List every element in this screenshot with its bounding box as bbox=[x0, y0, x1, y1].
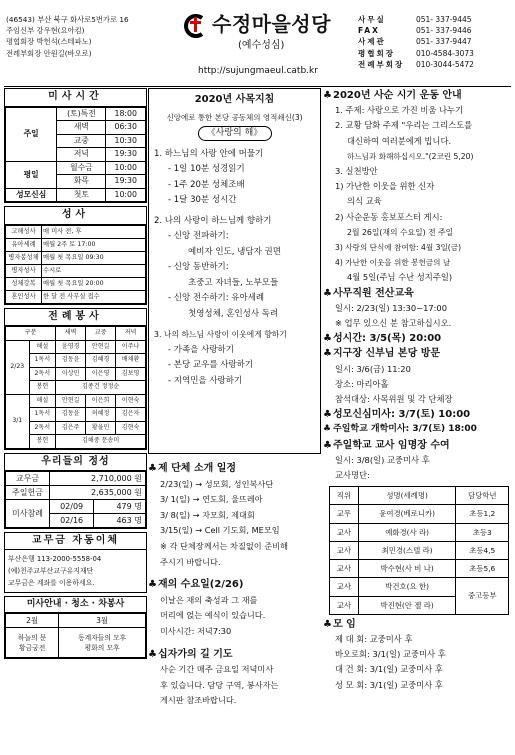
middle-column bbox=[148, 88, 321, 709]
mass-times-title: 미사시간 bbox=[5, 89, 146, 107]
contact-row: 사제관 051- 337-9447 bbox=[358, 37, 472, 47]
table-row: 병자성사 수시로 bbox=[6, 264, 146, 277]
account-note: 교무금은 계좌를 이용하세요. bbox=[8, 579, 95, 587]
club-bullet-icon: ♣ bbox=[323, 90, 332, 101]
pastoral-guideline-box bbox=[148, 88, 321, 454]
guideline-section: 1. 하느님의 사랑 안에 머물기 - 1일 10분 성경읽기 - 1주 20분 성체조배 - 1달 30분 성시간 bbox=[154, 148, 264, 206]
table-row: 직위 성명(세례명) 담당학년 bbox=[330, 487, 509, 505]
liturgy-roster-table bbox=[5, 326, 146, 449]
contact-row: FAX 051- 337-9446 bbox=[358, 26, 472, 36]
parish-info bbox=[6, 14, 176, 59]
contact-row: 평협회장 010-4584-3073 bbox=[358, 48, 474, 58]
table-row: 성모신심 첫토 10:00 bbox=[6, 188, 146, 202]
table-row: 2독서 김은주 황을민 김현숙 bbox=[6, 421, 146, 435]
table-row: 봉헌 김해중 문송미 bbox=[6, 435, 146, 449]
club-bullet-icon: ♣ bbox=[323, 333, 332, 345]
table-row: 1독서 김동윤 김혜경 배채환 bbox=[6, 354, 146, 368]
sacraments-table bbox=[5, 225, 146, 304]
table-row: 봉헌 김종건 정정순 bbox=[6, 381, 146, 395]
offering-title: 우리들의 정성 bbox=[5, 454, 146, 472]
account-holder: (예)천주교부산교구유지재단 bbox=[8, 567, 94, 575]
club-bullet-icon: ♣ bbox=[323, 618, 332, 630]
table-row: 교사 박진현(안 젤 라) bbox=[330, 596, 509, 614]
contact-row: 전례부회장 010-3044-5472 bbox=[358, 59, 474, 69]
club-bullet-icon: ♣ bbox=[148, 579, 157, 591]
lent-campaign-notice: ♣2020년 사순 시기 운동 안내 1. 주제: 사랑으로 가진 비움 나누기 2. 교황 담화 주제 "우리는 그리스도를 대신하여 여러분에게 빕니다. 하느님과 화해하십시오."(2코린 5,20) 3. 실천방안 1) 가난한 이웃을 위한 신자 의식 교육 2) 사순운동 홍보포스터 게시: 2월 26일(재의 수요일) 전 주일 3) 사랑의 단식에 참여함: 4월 3일(금) 4) 가난한 이웃을 위한 봉헌금의 날 4월 5일(주님 수난 성지주일) bbox=[323, 90, 474, 283]
header-divider bbox=[4, 86, 511, 87]
club-bullet-icon: ♣ bbox=[323, 439, 332, 451]
table-row: 미사참례 02/09 479 명 bbox=[6, 500, 146, 514]
table-row: 2/23 해설 윤영경 안현길 이주나 bbox=[6, 340, 146, 354]
staff-training-notice: ♣사무직원 전산교육 일시: 2/23(일) 13:30~17:00 ※ 업무 있으신 분 참고하십시오. bbox=[323, 287, 452, 329]
table-row: 교사 최민경(스텔 라) 초등4,5 bbox=[330, 541, 509, 559]
auto-transfer-box bbox=[4, 532, 147, 593]
contact-list bbox=[358, 14, 512, 70]
table-row: 2월 3월 bbox=[6, 614, 146, 628]
table-row: 1독서 김동윤 허혜정 김은자 bbox=[6, 408, 146, 422]
monthly-service-title: 미사안내 · 청소 · 차봉사 bbox=[5, 597, 146, 613]
table-row: 고해성사 매 미사 전, 후 bbox=[6, 225, 146, 238]
parish-patron: (예수성심) bbox=[238, 40, 285, 51]
liturgy-roster-title: 전례봉사 bbox=[5, 309, 146, 327]
school-opening-notice: ♣ 주일학교 개학미사: 3/7(토) 18:00 bbox=[323, 422, 513, 437]
parish-name: 수정마을성당 bbox=[212, 12, 331, 36]
table-row: 평일 월수금 10:00 bbox=[6, 161, 146, 175]
monthly-service-box bbox=[4, 596, 147, 659]
contact-row: 사무실 051- 337-9445 bbox=[358, 15, 472, 24]
mass-times-box bbox=[4, 88, 147, 203]
table-row: 저녁 19:30 bbox=[6, 148, 146, 162]
right-column bbox=[323, 88, 513, 693]
table-row: 병자봉성체 매월 첫 목요일 09:30 bbox=[6, 251, 146, 264]
table-row: 교사 박수현(사 비 나) 초등5,6 bbox=[330, 560, 509, 578]
sacraments-box bbox=[4, 206, 147, 305]
table-row: 교무금 2,710,000 원 bbox=[6, 472, 146, 486]
table-row: 교사 박건호(요 한) 중고등부 bbox=[330, 578, 509, 596]
table-row: 교무 윤여경(베로니카) 초등1,2 bbox=[330, 505, 509, 523]
offering-box bbox=[4, 453, 147, 530]
club-bullet-icon: ♣ bbox=[148, 463, 157, 474]
year-theme-badge: 《사랑의 해》 bbox=[198, 126, 272, 141]
teacher-appointment-notice: ♣주일학교 교사 임명장 수여 일시: 3/8(일) 교중미사 후 교사명단: 직위 성명(세례명) 담당학년 교무 윤여경(베로니카) 초등1,2 교사 예화경(사 라) 초등3 교사 최민경(스텔 라) 초등4,5 교사 박수현(사 비 나) 초등5,6 교사 박건호(요 한) 중고등부 교사 박진현(안 젤 라) bbox=[323, 438, 513, 615]
parish-url[interactable]: http://sujungmaeul.catb.kr bbox=[198, 66, 318, 76]
parish-logo-icon bbox=[180, 14, 206, 38]
club-bullet-icon: ♣ bbox=[323, 287, 332, 299]
address: (46543) 부산 북구 화사로5번가로 16 bbox=[6, 15, 129, 24]
club-bullet-icon: ♣ bbox=[323, 424, 332, 435]
vicar-visit-notice: ♣지구장 신부님 본당 방문 일시: 3/6(금) 11:20 장소: 마리아홀 참석대상: 사목위원 및 각 단체장 bbox=[323, 348, 453, 405]
club-bullet-icon: ♣ bbox=[323, 409, 332, 421]
table-row: 교중 10:30 bbox=[6, 134, 146, 148]
offering-table bbox=[5, 471, 146, 528]
club-bullet-icon: ♣ bbox=[148, 648, 157, 660]
mass-times-table bbox=[5, 107, 146, 203]
meetings-notice: ♣모 임 제 대 회: 교중미사 후 바오로회: 3/1(일) 교중미사 후 대 건 회: 3/1(일) 교중미사 후 성 모 회: 3/1(일) 교중미사 후 bbox=[323, 618, 446, 690]
council-president: 평협회장 박헌석(스테파노) bbox=[6, 37, 92, 47]
table-row: 새벽 06:30 bbox=[6, 121, 146, 135]
table-row: 유아세례 매월 2주 토 17:00 bbox=[6, 238, 146, 251]
auto-transfer-title: 교무금 자동이체 bbox=[5, 533, 146, 550]
marian-mass-notice: ♣성모신심미사: 3/7(토) 10:00 bbox=[323, 407, 513, 422]
left-column bbox=[4, 88, 147, 662]
table-row: 화목 19:30 bbox=[6, 175, 146, 189]
teacher-table bbox=[329, 486, 509, 614]
liturgy-roster-box bbox=[4, 308, 147, 450]
group-intro-notice: ♣제 단체 소개 일정 2/23(일) → 성모회, 성인복사단 3/ 1(일) → 연도회, 울뜨레아 3/ 8(일) → 자모회, 제대회 3/15(일) → Cell 기도회, ME모임 ※ 각 단체장께서는 차질없이 준비해 주시기 바랍니다. bbox=[148, 463, 288, 567]
club-bullet-icon: ♣ bbox=[323, 348, 332, 360]
table-row: 주일 (토)특전 18:00 bbox=[6, 107, 146, 121]
table-row: 하늘의 문 황금궁전 동계자들의 모후 평화의 모후 bbox=[6, 628, 146, 658]
holy-hour-notice: ♣성시간: 3/5(목) 20:00 bbox=[323, 331, 513, 346]
table-row: 성체강복 매월 첫 목요일 20:00 bbox=[6, 277, 146, 290]
pastor: 주임신부 강우현(요아킴) bbox=[6, 26, 85, 36]
guideline-section: 3. 나의 하느님 사랑이 이웃에게 향하기 - 가족을 사랑하기 - 본당 교우를 사랑하기 - 지역민을 사랑하기 bbox=[154, 330, 287, 386]
sacraments-title: 성사 bbox=[5, 207, 146, 225]
liturgy-president: 전례부회장 안원길(바오로) bbox=[6, 48, 92, 58]
table-row: 2독서 이상민 이은영 김보영 bbox=[6, 367, 146, 381]
ash-wednesday-notice: ♣재의 수요일(2/26) 이날은 재의 축성과 그 재를 머리에 얹는 예식이 있습니다. 미사시간: 저녁7:30 bbox=[148, 579, 266, 636]
stations-cross-notice: ♣십자가의 길 기도 사순 기간 매주 금요일 저녁미사 후 있습니다. 담당 구역, 봉사자는 게시판 참조바랍니다. bbox=[148, 648, 279, 706]
table-row: 주일헌금 2,635,000 원 bbox=[6, 486, 146, 500]
guideline-section: 2. 나의 사랑이 하느님께 향하기 - 신앙 전파하기: 예비자 인도, 냉담자 권면 - 신앙 동반하기: 초중고 자녀들, 노부모들 - 신앙 전수하기: 유아세례 첫영성체, 혼인성사 독려 bbox=[154, 215, 281, 319]
monthly-service-table bbox=[5, 613, 146, 658]
table-row: 교사 예화경(사 라) 초등3 bbox=[330, 523, 509, 541]
table-row: 02/16 463 명 bbox=[6, 514, 146, 528]
pastoral-title: 2020년 사목지침 bbox=[194, 94, 275, 105]
pastoral-subtitle: 신앙에로 통한 본당 공동체의 영적쇄신(3) bbox=[166, 112, 303, 122]
table-row: 3/1 해설 안현길 이은희 이현숙 bbox=[6, 394, 146, 408]
bank-account: 부산은행 113-2000-5558-04 bbox=[8, 555, 102, 563]
table-row: 혼인성사 한 달 전 사무실 접수 bbox=[6, 290, 146, 303]
bulletin-header bbox=[0, 0, 515, 80]
table-row: 구분 새벽 교중 저녁 bbox=[6, 327, 146, 341]
